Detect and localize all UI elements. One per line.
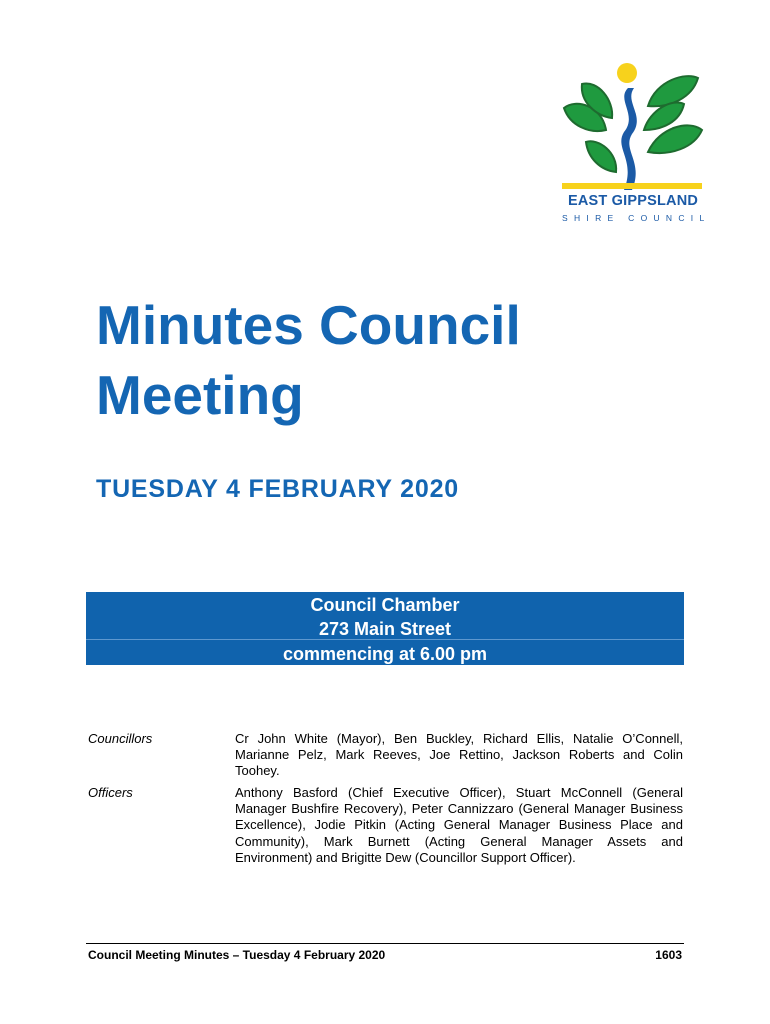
officers-list: Anthony Basford (Chief Executive Officer), Stuart McConnell (General Manager Bushfire Recovery), Peter Cannizzaro (General Manager Business Excellence), Jodie Pitkin (Acting General Manager Business Place and Community), Mark Burnett (Acting General Manager Assets and Environment) and Brigitte Dew (Councillor Support Officer). [235,785,683,865]
venue-address: 273 Main Street [318,619,452,639]
logo-emblem-icon [556,60,706,195]
sun-icon [617,63,637,83]
meeting-date: TUESDAY 4 FEBRUARY 2020 [96,475,459,503]
river-icon [621,88,637,190]
venue-name: Council Chamber [310,595,460,615]
title-line-1: Minutes Council [96,294,521,356]
councillors-label: Councillors [88,731,153,746]
leaf-icon [586,141,616,172]
east-gippsland-logo [556,60,711,230]
ground-bar [562,183,702,189]
venue-banner [86,592,684,665]
document-title [96,290,696,430]
councillors-list: Cr John White (Mayor), Ben Buckley, Richard Ellis, Natalie O’Connell, Marianne Pelz, Mark Reeves, Joe Rettino, Jackson Roberts and Colin Toohey. [235,731,683,779]
page-number: 1603 [655,948,682,962]
footer-title: Council Meeting Minutes – Tuesday 4 February 2020 [88,948,386,962]
venue-divider [86,639,684,640]
footer-divider [86,943,684,944]
venue-time: commencing at 6.00 pm [282,644,488,664]
officers-label: Officers [88,785,133,800]
logo-subtitle: SHIRE COUNCIL [562,213,711,223]
title-line-2: Meeting [96,364,304,426]
logo-name: EAST GIPPSLAND [567,193,699,209]
